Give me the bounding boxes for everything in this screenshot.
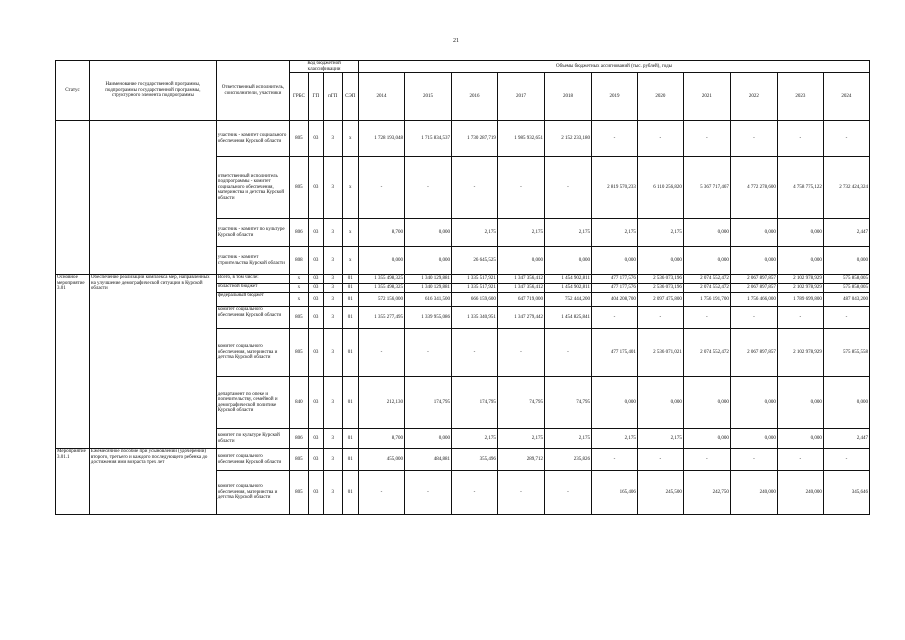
row-value-2016: 26 645,525 bbox=[451, 247, 497, 275]
row-value-2024: 2 732 424,324 bbox=[823, 157, 869, 219]
row-value-2021: 0,000 bbox=[683, 247, 730, 275]
row-value-2022: - bbox=[730, 449, 777, 471]
header-year-2023: 2023 bbox=[777, 73, 823, 121]
row-value-2017: 2,175 bbox=[497, 429, 544, 449]
row-executor: комитет социального обеспечения Курской области bbox=[216, 307, 289, 329]
row-value-2016: 1 335 517,921 bbox=[451, 275, 497, 284]
row-value-2021: 2 074 552,472 bbox=[683, 275, 730, 284]
row-value-2019: 477 175,401 bbox=[591, 329, 637, 377]
row-value-2016: - bbox=[451, 157, 497, 219]
header-name: Наименование государственной программы, подпрограммы государственной программы, структурного элемента подпрограммы bbox=[89, 61, 216, 121]
row-code-grbs: 806 bbox=[290, 219, 309, 247]
header-year-2014: 2014 bbox=[359, 73, 405, 121]
row-code-pgp: 3 bbox=[323, 247, 342, 275]
row-value-2017: 0,000 bbox=[497, 247, 544, 275]
row-executor: департамент по опеке и попечительству, семейной и демографической политике Курской области bbox=[216, 377, 289, 429]
row-value-2016: - bbox=[451, 329, 497, 377]
row-executor: комитет социального обеспечения Курской области bbox=[216, 449, 289, 471]
row-executor: участник - комитет по культуре Курской области bbox=[216, 219, 289, 247]
row-value-2020: 2 536 071,021 bbox=[637, 329, 683, 377]
row-value-2022: 4 772 278,600 bbox=[730, 157, 777, 219]
row-code-pgp: 3 bbox=[323, 329, 342, 377]
header-code-group: Код бюджетной классификации bbox=[290, 61, 359, 73]
row-code-sep: 01 bbox=[342, 377, 358, 429]
row-value-2017: 1 347 356,412 bbox=[497, 284, 544, 293]
row-code-sep: х bbox=[342, 157, 358, 219]
row-value-2022: 240,000 bbox=[730, 471, 777, 515]
row-value-2020: - bbox=[637, 449, 683, 471]
row-code-gp: 03 bbox=[308, 293, 323, 307]
table-row bbox=[56, 121, 870, 157]
row-value-2022: 2 067 897,857 bbox=[730, 275, 777, 284]
row-value-2019: - bbox=[591, 449, 637, 471]
row-value-2014: - bbox=[359, 329, 405, 377]
header-year-2024: 2024 bbox=[823, 73, 869, 121]
row-program-name bbox=[89, 121, 216, 275]
row-code-gp: 03 bbox=[308, 471, 323, 515]
row-value-2014: 212,130 bbox=[359, 377, 405, 429]
row-value-2022: - bbox=[730, 307, 777, 329]
row-value-2020: 245,500 bbox=[637, 471, 683, 515]
row-executor: участник - комитет социального обеспечения Курской области bbox=[216, 121, 289, 157]
row-value-2024: 345,646 bbox=[823, 471, 869, 515]
row-executor: комитет по культуре Курской области bbox=[216, 429, 289, 449]
row-value-2015: 1 340 129,881 bbox=[404, 284, 451, 293]
row-value-2015: 0,000 bbox=[404, 247, 451, 275]
row-status bbox=[56, 121, 90, 275]
row-value-2019: 2,175 bbox=[591, 429, 637, 449]
row-value-2021: 242,750 bbox=[683, 471, 730, 515]
row-value-2017: 1 985 932,651 bbox=[497, 121, 544, 157]
header-volumes-title: Объемы бюджетных ассигнований (тыс. рублей), годы bbox=[359, 61, 870, 73]
row-value-2023: - bbox=[777, 307, 823, 329]
row-value-2016: 1 335 517,921 bbox=[451, 284, 497, 293]
row-value-2018: - bbox=[544, 157, 591, 219]
row-value-2017: 1 347 356,412 bbox=[497, 275, 544, 284]
row-value-2015: - bbox=[404, 471, 451, 515]
row-code-gp: 03 bbox=[308, 329, 323, 377]
row-code-gp: 03 bbox=[308, 157, 323, 219]
row-code-pgp: 3 bbox=[323, 471, 342, 515]
row-value-2021: 5 367 717,467 bbox=[683, 157, 730, 219]
row-value-2015: 0,000 bbox=[404, 219, 451, 247]
row-value-2023: 4 758 775,122 bbox=[777, 157, 823, 219]
row-value-2024: 0,000 bbox=[823, 247, 869, 275]
row-value-2024: 0,000 bbox=[823, 377, 869, 429]
row-value-2017: - bbox=[497, 329, 544, 377]
row-value-2020: 2,175 bbox=[637, 429, 683, 449]
row-value-2014: 1 728 193,048 bbox=[359, 121, 405, 157]
row-value-2017: - bbox=[497, 471, 544, 515]
row-code-pgp: 3 bbox=[323, 121, 342, 157]
row-value-2015: - bbox=[404, 329, 451, 377]
row-value-2016: 355,496 bbox=[451, 449, 497, 471]
row-code-grbs: х bbox=[290, 293, 309, 307]
row-code-pgp: 3 bbox=[323, 275, 342, 284]
row-value-2021: - bbox=[683, 307, 730, 329]
row-value-2018: 0,000 bbox=[544, 247, 591, 275]
header-code-4: СЭП bbox=[342, 73, 358, 121]
row-value-2016: 666 159,600 bbox=[451, 293, 497, 307]
row-code-sep: 01 bbox=[342, 471, 358, 515]
row-code-grbs: 805 bbox=[290, 157, 309, 219]
row-executor: комитет социального обеспечения, материнства и детства Курской области bbox=[216, 329, 289, 377]
row-value-2023: 240,000 bbox=[777, 471, 823, 515]
row-value-2016: 1 730 287,719 bbox=[451, 121, 497, 157]
row-value-2020: 0,000 bbox=[637, 377, 683, 429]
row-code-sep: х bbox=[342, 219, 358, 247]
row-value-2016: 1 335 340,951 bbox=[451, 307, 497, 329]
row-value-2021: - bbox=[683, 121, 730, 157]
row-value-2014: 455,000 bbox=[359, 449, 405, 471]
header-executor: Ответственный исполнитель, соисполнители, участники bbox=[216, 61, 289, 121]
header-year-2015: 2015 bbox=[404, 73, 451, 121]
row-value-2016: 2,175 bbox=[451, 219, 497, 247]
header-year-2022: 2022 bbox=[730, 73, 777, 121]
row-value-2021: 2 074 552,472 bbox=[683, 284, 730, 293]
row-value-2020: - bbox=[637, 121, 683, 157]
row-value-2022: 0,000 bbox=[730, 219, 777, 247]
row-value-2020: 2,175 bbox=[637, 219, 683, 247]
table-row bbox=[56, 275, 870, 284]
row-code-gp: 03 bbox=[308, 284, 323, 293]
row-value-2019: 165,406 bbox=[591, 471, 637, 515]
row-executor: федеральный бюджет bbox=[216, 293, 289, 307]
row-code-pgp: 3 bbox=[323, 284, 342, 293]
row-value-2019: 477 177,576 bbox=[591, 284, 637, 293]
row-code-sep: 01 bbox=[342, 329, 358, 377]
row-code-grbs: 805 bbox=[290, 121, 309, 157]
row-value-2018: 235,826 bbox=[544, 449, 591, 471]
row-value-2019: 2,175 bbox=[591, 219, 637, 247]
header-year-2016: 2016 bbox=[451, 73, 497, 121]
row-code-gp: 03 bbox=[308, 429, 323, 449]
row-value-2015: 616 341,500 bbox=[404, 293, 451, 307]
row-value-2017: 1 347 279,442 bbox=[497, 307, 544, 329]
row-code-pgp: 3 bbox=[323, 429, 342, 449]
row-value-2014: - bbox=[359, 471, 405, 515]
row-value-2018: 2,175 bbox=[544, 429, 591, 449]
row-status: Основное мероприятие 3.01 bbox=[56, 275, 90, 449]
row-value-2017: 2,175 bbox=[497, 219, 544, 247]
row-value-2020: 2 536 073,196 bbox=[637, 275, 683, 284]
row-value-2015: 1 715 834,537 bbox=[404, 121, 451, 157]
row-value-2019: 477 177,576 bbox=[591, 275, 637, 284]
row-executor: Всего, в том числе: bbox=[216, 275, 289, 284]
row-value-2018: - bbox=[544, 471, 591, 515]
row-code-grbs: х bbox=[290, 284, 309, 293]
row-value-2019: 0,000 bbox=[591, 247, 637, 275]
row-code-gp: 03 bbox=[308, 247, 323, 275]
row-value-2022: - bbox=[730, 121, 777, 157]
row-value-2017: 289,712 bbox=[497, 449, 544, 471]
row-value-2024: 575 855,558 bbox=[823, 329, 869, 377]
row-value-2021: - bbox=[683, 449, 730, 471]
row-value-2019: - bbox=[591, 121, 637, 157]
header-code-2: ГП bbox=[308, 73, 323, 121]
header-status: Статус bbox=[56, 61, 90, 121]
row-value-2021: 1 756 191,700 bbox=[683, 293, 730, 307]
row-value-2023: 0,000 bbox=[777, 219, 823, 247]
row-value-2014: - bbox=[359, 157, 405, 219]
row-value-2015: 1 340 129,881 bbox=[404, 275, 451, 284]
row-value-2022: 0,000 bbox=[730, 429, 777, 449]
row-code-sep: 01 bbox=[342, 429, 358, 449]
row-code-sep: х bbox=[342, 247, 358, 275]
row-value-2024: 2,447 bbox=[823, 429, 869, 449]
row-code-grbs: 805 bbox=[290, 449, 309, 471]
row-value-2024: - bbox=[823, 307, 869, 329]
row-value-2023: - bbox=[777, 449, 823, 471]
row-value-2024: - bbox=[823, 121, 869, 157]
row-value-2019: 0,000 bbox=[591, 377, 637, 429]
row-value-2014: 8,700 bbox=[359, 429, 405, 449]
row-value-2023: 0,000 bbox=[777, 247, 823, 275]
header-year-2017: 2017 bbox=[497, 73, 544, 121]
row-executor: участник - комитет строительства Курской области bbox=[216, 247, 289, 275]
row-value-2022: 2 067 897,857 bbox=[730, 329, 777, 377]
row-code-sep: 01 bbox=[342, 307, 358, 329]
budget-table bbox=[55, 60, 870, 515]
row-value-2023: 1 789 699,800 bbox=[777, 293, 823, 307]
row-value-2018: 2,175 bbox=[544, 219, 591, 247]
row-value-2021: 0,000 bbox=[683, 429, 730, 449]
row-value-2023: - bbox=[777, 121, 823, 157]
row-value-2024: 575 858,005 bbox=[823, 284, 869, 293]
row-program-name: Обеспечение реализации комплекса мер, направленных на улучшение демографической ситуации в Курской области bbox=[89, 275, 216, 449]
row-code-sep: х bbox=[342, 121, 358, 157]
row-value-2017: - bbox=[497, 157, 544, 219]
row-value-2014: 572 156,000 bbox=[359, 293, 405, 307]
row-code-sep: 01 bbox=[342, 293, 358, 307]
row-value-2016: - bbox=[451, 471, 497, 515]
row-value-2016: 2,175 bbox=[451, 429, 497, 449]
row-code-pgp: 3 bbox=[323, 377, 342, 429]
row-value-2019: 2 819 570,233 bbox=[591, 157, 637, 219]
row-value-2024: 2,447 bbox=[823, 219, 869, 247]
row-value-2015: 1 339 955,086 bbox=[404, 307, 451, 329]
row-code-pgp: 3 bbox=[323, 219, 342, 247]
row-code-grbs: 840 bbox=[290, 377, 309, 429]
row-code-gp: 03 bbox=[308, 449, 323, 471]
row-code-pgp: 3 bbox=[323, 307, 342, 329]
row-value-2024: - bbox=[823, 449, 869, 471]
row-value-2020: 2 536 073,196 bbox=[637, 284, 683, 293]
row-value-2023: 0,000 bbox=[777, 377, 823, 429]
row-value-2022: 1 756 466,000 bbox=[730, 293, 777, 307]
row-value-2017: 647 719,000 bbox=[497, 293, 544, 307]
row-value-2014: 8,700 bbox=[359, 219, 405, 247]
row-code-pgp: 3 bbox=[323, 157, 342, 219]
row-value-2016: 174,795 bbox=[451, 377, 497, 429]
row-value-2015: - bbox=[404, 157, 451, 219]
row-code-sep: 01 bbox=[342, 275, 358, 284]
row-value-2018: 1 454 825,841 bbox=[544, 307, 591, 329]
row-value-2014: 1 355 498,325 bbox=[359, 275, 405, 284]
row-code-grbs: х bbox=[290, 275, 309, 284]
row-value-2015: 174,795 bbox=[404, 377, 451, 429]
row-value-2024: 487 043,200 bbox=[823, 293, 869, 307]
row-code-grbs: 805 bbox=[290, 307, 309, 329]
row-value-2015: 0,000 bbox=[404, 429, 451, 449]
row-value-2024: 575 858,005 bbox=[823, 275, 869, 284]
row-value-2020: - bbox=[637, 307, 683, 329]
row-value-2020: 0,000 bbox=[637, 247, 683, 275]
page-number: 21 bbox=[453, 38, 459, 44]
row-value-2022: 0,000 bbox=[730, 377, 777, 429]
row-code-gp: 03 bbox=[308, 121, 323, 157]
row-code-grbs: 805 bbox=[290, 329, 309, 377]
header-year-2019: 2019 bbox=[591, 73, 637, 121]
row-value-2022: 0,000 bbox=[730, 247, 777, 275]
table-body bbox=[56, 121, 870, 515]
row-code-gp: 03 bbox=[308, 307, 323, 329]
header-year-2021: 2021 bbox=[683, 73, 730, 121]
row-code-grbs: 805 bbox=[290, 471, 309, 515]
row-code-pgp: 3 bbox=[323, 293, 342, 307]
row-value-2023: 0,000 bbox=[777, 429, 823, 449]
row-code-pgp: 3 bbox=[323, 449, 342, 471]
row-value-2018: 2 152 233,180 bbox=[544, 121, 591, 157]
row-code-gp: 03 bbox=[308, 377, 323, 429]
row-value-2023: 2 102 978,929 bbox=[777, 329, 823, 377]
row-value-2018: 1 454 902,811 bbox=[544, 275, 591, 284]
row-value-2021: 0,000 bbox=[683, 219, 730, 247]
row-executor: ответственный исполнитель подпрограммы - комитет социального обеспечения, материнства и детства Курской области bbox=[216, 157, 289, 219]
row-code-sep: 01 bbox=[342, 284, 358, 293]
row-value-2023: 2 102 978,929 bbox=[777, 284, 823, 293]
row-value-2020: 2 097 475,800 bbox=[637, 293, 683, 307]
row-value-2014: 1 355 277,495 bbox=[359, 307, 405, 329]
row-value-2019: 404 208,700 bbox=[591, 293, 637, 307]
row-value-2014: 0,000 bbox=[359, 247, 405, 275]
row-value-2019: - bbox=[591, 307, 637, 329]
header-code-1: ГРБС bbox=[290, 73, 309, 121]
row-value-2014: 1 355 498,325 bbox=[359, 284, 405, 293]
header-year-2018: 2018 bbox=[544, 73, 591, 121]
table-row bbox=[56, 449, 870, 471]
header-year-2020: 2020 bbox=[637, 73, 683, 121]
row-code-grbs: 808 bbox=[290, 247, 309, 275]
row-value-2018: 752 444,200 bbox=[544, 293, 591, 307]
row-status: Мероприятие 3.01.1 bbox=[56, 449, 90, 515]
header-code-3: пГП bbox=[323, 73, 342, 121]
row-executor: областной бюджет bbox=[216, 284, 289, 293]
row-program-name: Ежемесячное пособие при усыновлении (удочерении) второго, третьего и каждого последующего ребенка до достижения ими возраста трех лет bbox=[89, 449, 216, 515]
row-value-2017: 74,795 bbox=[497, 377, 544, 429]
table-header bbox=[56, 61, 870, 121]
row-value-2018: 74,795 bbox=[544, 377, 591, 429]
row-value-2018: - bbox=[544, 329, 591, 377]
row-value-2023: 2 102 978,929 bbox=[777, 275, 823, 284]
row-code-sep: 01 bbox=[342, 449, 358, 471]
row-code-gp: 03 bbox=[308, 219, 323, 247]
row-code-grbs: 806 bbox=[290, 429, 309, 449]
row-value-2018: 1 454 902,811 bbox=[544, 284, 591, 293]
row-executor: комитет социального обеспечения, материнства и детства Курской области bbox=[216, 471, 289, 515]
row-value-2021: 2 074 552,472 bbox=[683, 329, 730, 377]
row-value-2021: 0,000 bbox=[683, 377, 730, 429]
row-value-2020: 6 110 256,820 bbox=[637, 157, 683, 219]
row-value-2022: 2 067 897,857 bbox=[730, 284, 777, 293]
row-code-gp: 03 bbox=[308, 275, 323, 284]
row-value-2015: 484,881 bbox=[404, 449, 451, 471]
